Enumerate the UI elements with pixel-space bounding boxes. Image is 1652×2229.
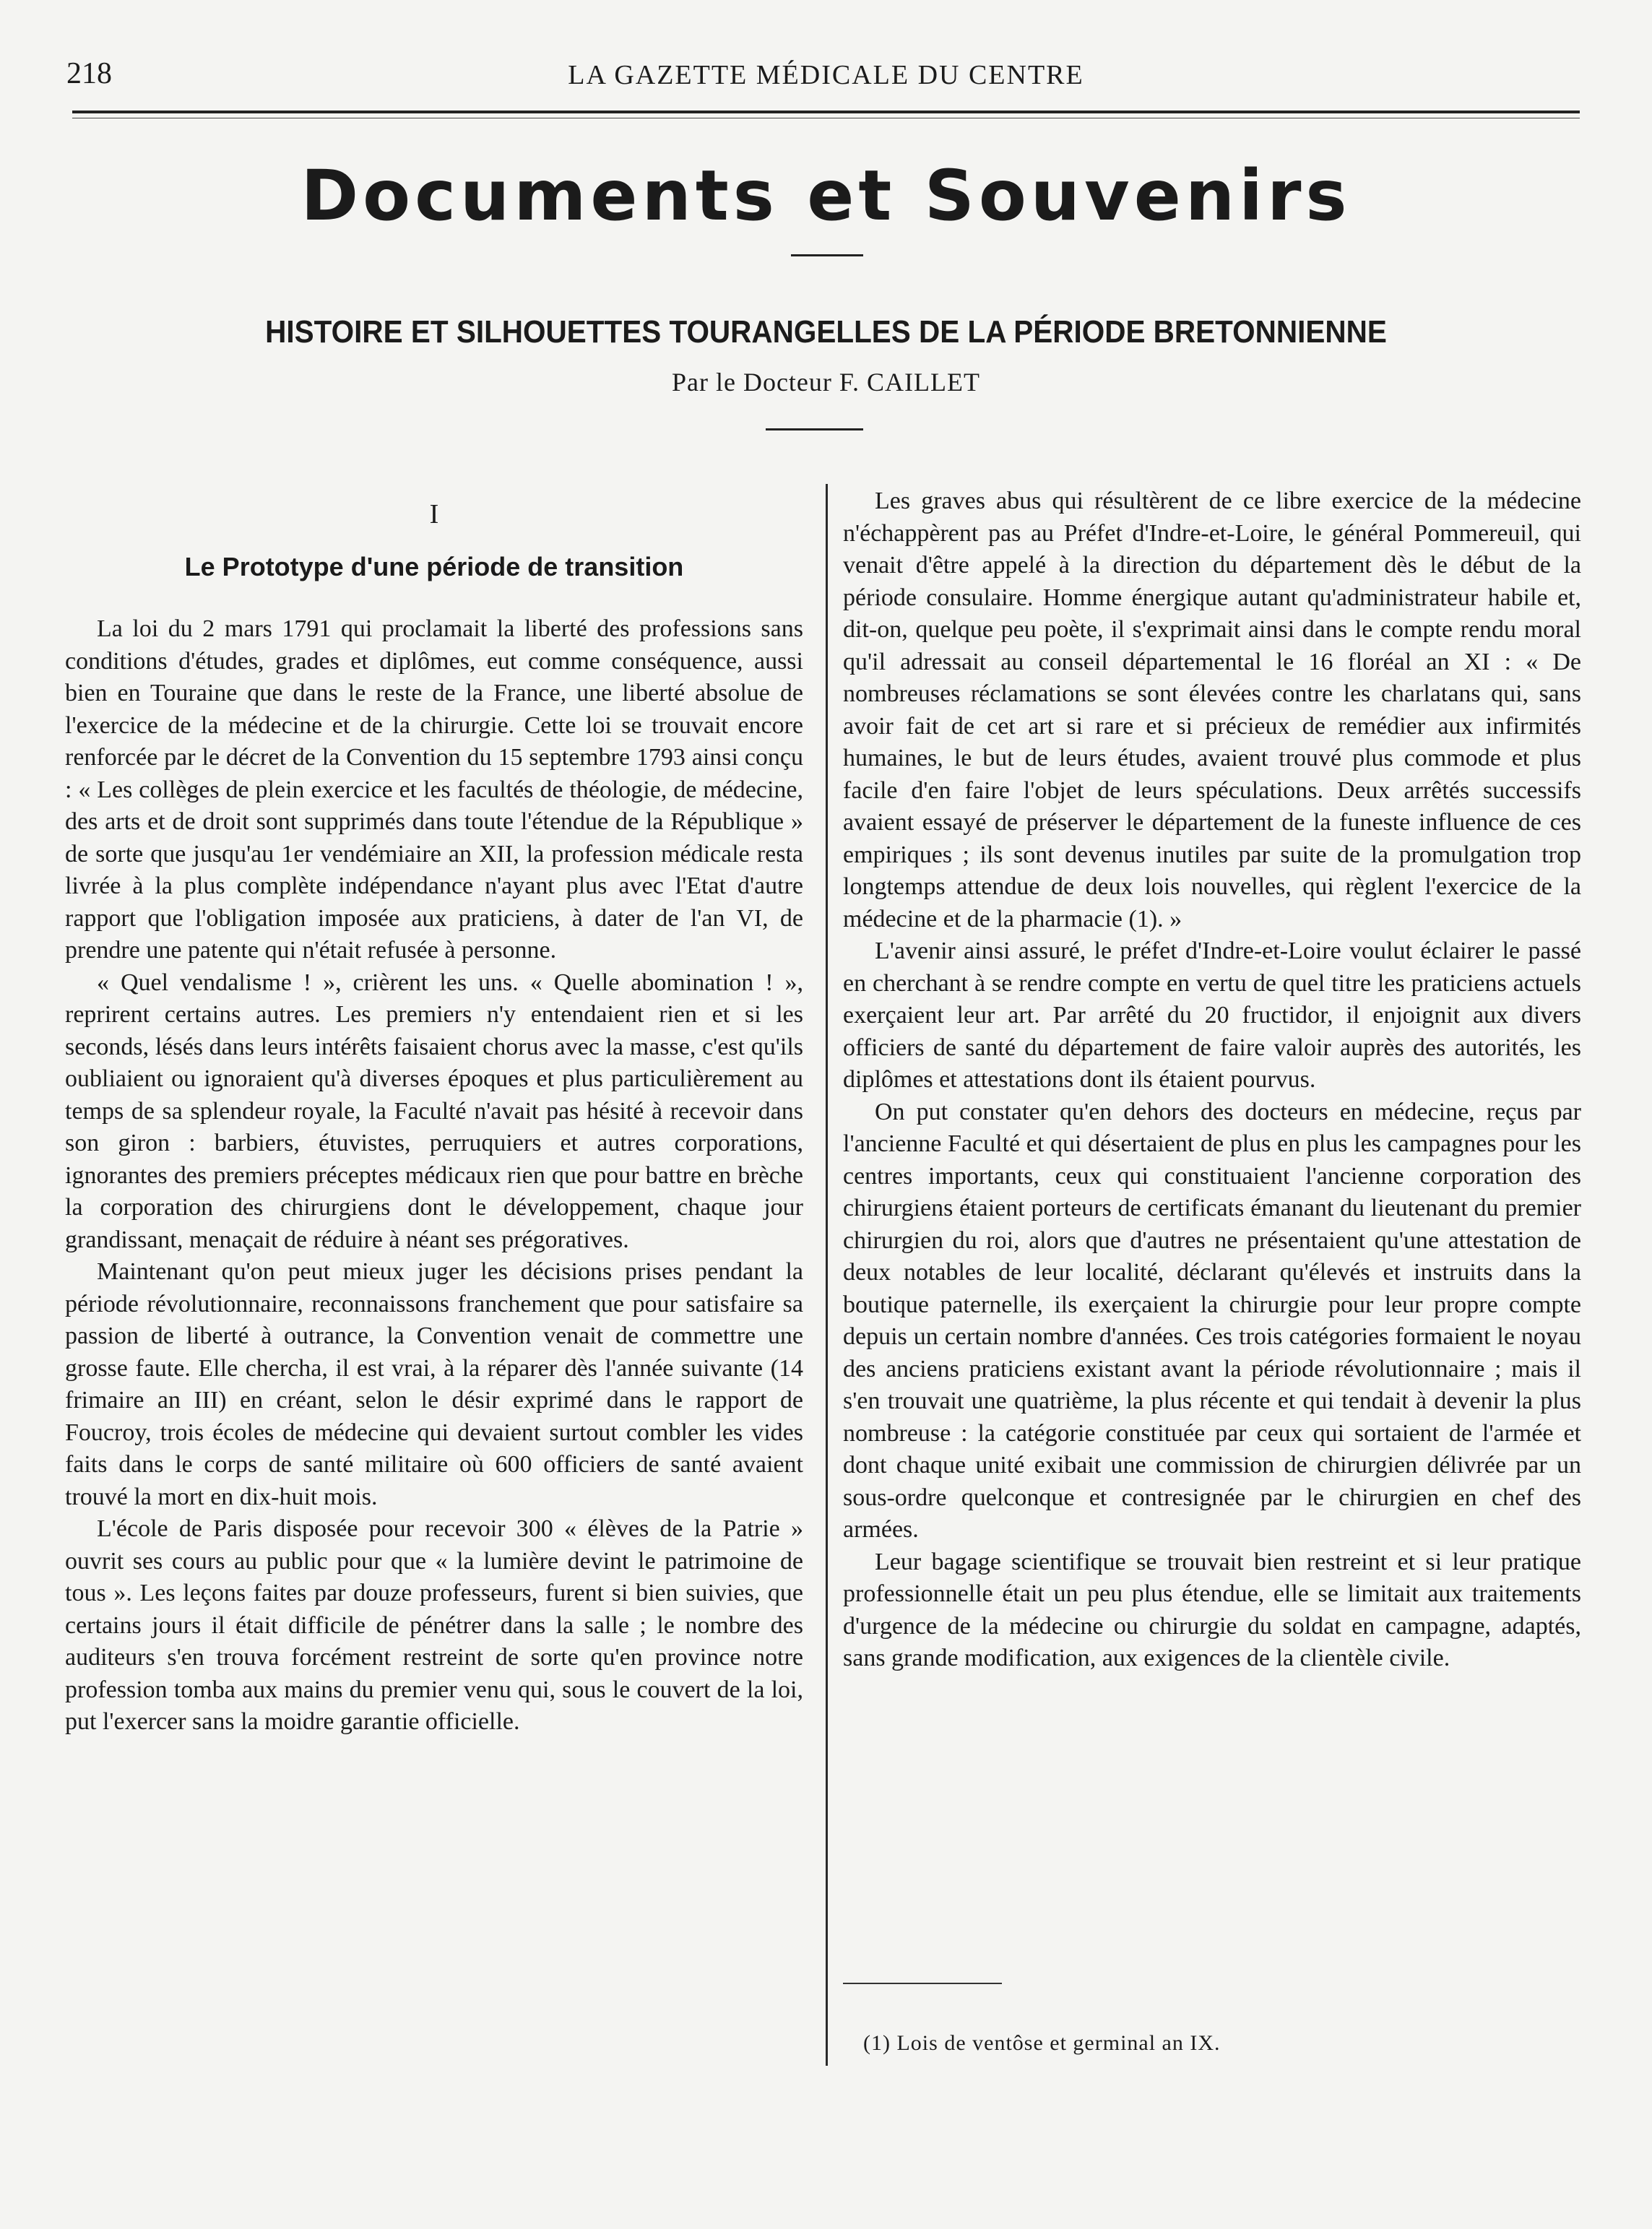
- title-divider: [791, 254, 863, 256]
- paragraph: L'avenir ainsi assuré, le préfet d'Indre-et-Loire voulut éclairer le passé en cherchant à se rendre compte en vertu de quel titre les praticiens actuels exerçaient leur art. Par arrêté du 20 fructidor, il enjoignit aux divers officiers de santé du département de faire valoir auprès des autorités, les diplômes et attestations dont ils étaient pourvus.: [843, 938, 1581, 1093]
- chapter-numeral: I: [429, 499, 439, 529]
- paragraph: Les graves abus qui résultèrent de ce libre exercice de la médecine n'échappèrent pas au Préfet d'Indre-et-Loire, le général Pommereuil, qui venait d'être appelé à la direction du département dès le début de la période consulaire. Homme énergique autant qu'administrateur habile et, dit-on, quelque peu poète, il s'exprimait ainsi dans le compte rendu moral qu'il adressait au conseil départemental le 16 floréal an XI : « De nombreuses réclamations se sont élevées contre les charlatans qui, sans avoir fait de cet art si rare et si précieux de remédier aux infirmités humaines, le but de leurs études, avaient trouvé plus commode et plus facile d'en faire l'objet de leurs spéculations. Deux arrêtés successifs avaient essayé de préserver le département de la funeste influence de ces empiriques ; ils sont devenus inutiles par suite de la promulgation trop longtemps attendue de deux lois nouvelles, qui règlent l'exercice de la médecine et de la pharmacie (1). »: [843, 488, 1581, 932]
- running-head: [66, 52, 1586, 95]
- section-title: Documents et Souvenirs: [300, 155, 1352, 236]
- paragraph: On put constater qu'en dehors des docteurs en médecine, reçus par l'ancienne Faculté et qui désertaient de plus en plus les campagnes pour les centres importants, ceux qui constituaient l'ancienne corporation des chirurgiens étaient porteurs de certificats émanant du lieutenant du premier chirurgien du roi, alors que d'autres ne présentaient qu'une attestation de deux notables de leur localité, déclarant qu'élevés et instruits dans la boutique paternelle, ils exerçaient la chirurgie pour leur propre compte depuis un certain nombre d'années. Ces trois catégories formaient le noyau des anciens praticiens existant avant la période révolutionnaire ; mais il s'en trouvait une quatrième, la plus récente et qui tendait à devenir la plus nombreuse : la catégorie constituée par ceux qui sortaient de l'armée et dont chaque unité exibait une commission de chirurgien délivrée par un sous-ordre quelconque et contresignée par le chirurgien en chef des armées.: [843, 1098, 1581, 1543]
- footnote-rule: [843, 1983, 1002, 1984]
- journal-title: LA GAZETTE MÉDICALE DU CENTRE: [568, 60, 1084, 90]
- byline-divider: [766, 428, 863, 430]
- paragraph: L'école de Paris disposée pour recevoir 300 « élèves de la Patrie » ouvrit ses cours au public pour que « la lumière devint le patrimoine de tous ». Les leçons faites par douze professeurs, furent si bien suivies, que certains jours il était difficile de pénétrer dans la salle ; le nombre des auditeurs s'en trouva forcément restreint de sorte qu'en province notre profession tomba aux mains du premier venu qui, sous le couvert de la loi, put l'exercer sans la moidre garantie officielle.: [65, 1515, 803, 1735]
- paragraph: La loi du 2 mars 1791 qui proclamait la liberté des professions sans conditions d'études, grades et diplômes, eut comme conséquence, aussi bien en Touraine que dans le reste de la France, une liberté absolue de l'exercice de la médecine et de la chirurgie. Cette loi se trouvait encore renforcée par le décret de la Convention du 15 septembre 1793 ainsi conçu : « Les collèges de plein exercice et les facultés de théologie, de médecine, des arts et de droit sont supprimés dans toute l'étendue de la République » de sorte que jusqu'au 1er vendémiaire an XII, la profession médicale resta livrée à la plus complète indépendance n'ayant plus avec l'Etat d'autre rapport que l'obligation imposée aux praticiens, à dater de l'an VI, de prendre une patente qui n'était refusée à personne.: [65, 615, 803, 964]
- chapter-title: Le Prototype d'une période de transition: [184, 551, 684, 581]
- column-divider: [826, 484, 828, 2066]
- byline: Par le Docteur F. CAILLET: [671, 368, 980, 397]
- paragraph: Maintenant qu'on peut mieux juger les décisions prises pendant la période révolutionnaire, reconnaissons franchement que pour satisfaire sa passion de liberté à outrance, la Convention venait de commettre une grosse faute. Elle chercha, il est vrai, à la réparer dès l'année suivante (14 frimaire an III) en créant, selon le désir exprimé dans le rapport de Foucroy, trois écoles de médecine qui devaient surtout combler les vides faits dans le corps de santé militaire où 600 officiers de santé avaient trouvé la mort en dix-huit mois.: [65, 1258, 803, 1510]
- header-rule: [72, 111, 1580, 113]
- footnote: (1) Lois de ventôse et germinal an IX.: [863, 2031, 1221, 2055]
- paragraph: Leur bagage scientifique se trouvait bien restreint et si leur pratique professionnelle était un peu plus étendue, elle se limitait aux traitements d'urgence de la médecine ou chirurgie du soldat en campagne, adaptés, sans grande modification, aux exigences de la clientèle civile.: [843, 1548, 1581, 1671]
- paragraph: « Quel vendalisme ! », crièrent les uns. « Quelle abomination ! », reprirent certains autres. Les premiers n'y entendaient rien et si les seconds, lésés dans leurs intérêts faisaient chorus avec la masse, c'est qu'ils oubliaient ou ignoraient qu'à diverses époques et plus particulièrement au temps de sa splendeur royale, la Faculté n'avait pas hésité à recevoir dans son giron : barbiers, étuvistes, perruquiers et autres corporations, ignorantes des premiers préceptes médicaux rien que pour battre en brèche la corporation des chirurgiens dont le développement, chaque jour grandissant, menaçait de réduire à néant ses prégoratives.: [65, 969, 803, 1253]
- page-number: 218: [66, 57, 112, 90]
- left-column: [65, 498, 803, 1739]
- right-column: [843, 485, 1581, 1675]
- article-title: HISTOIRE ET SILHOUETTES TOURANGELLES DE LA PÉRIODE BRETONNIENNE: [265, 314, 1387, 350]
